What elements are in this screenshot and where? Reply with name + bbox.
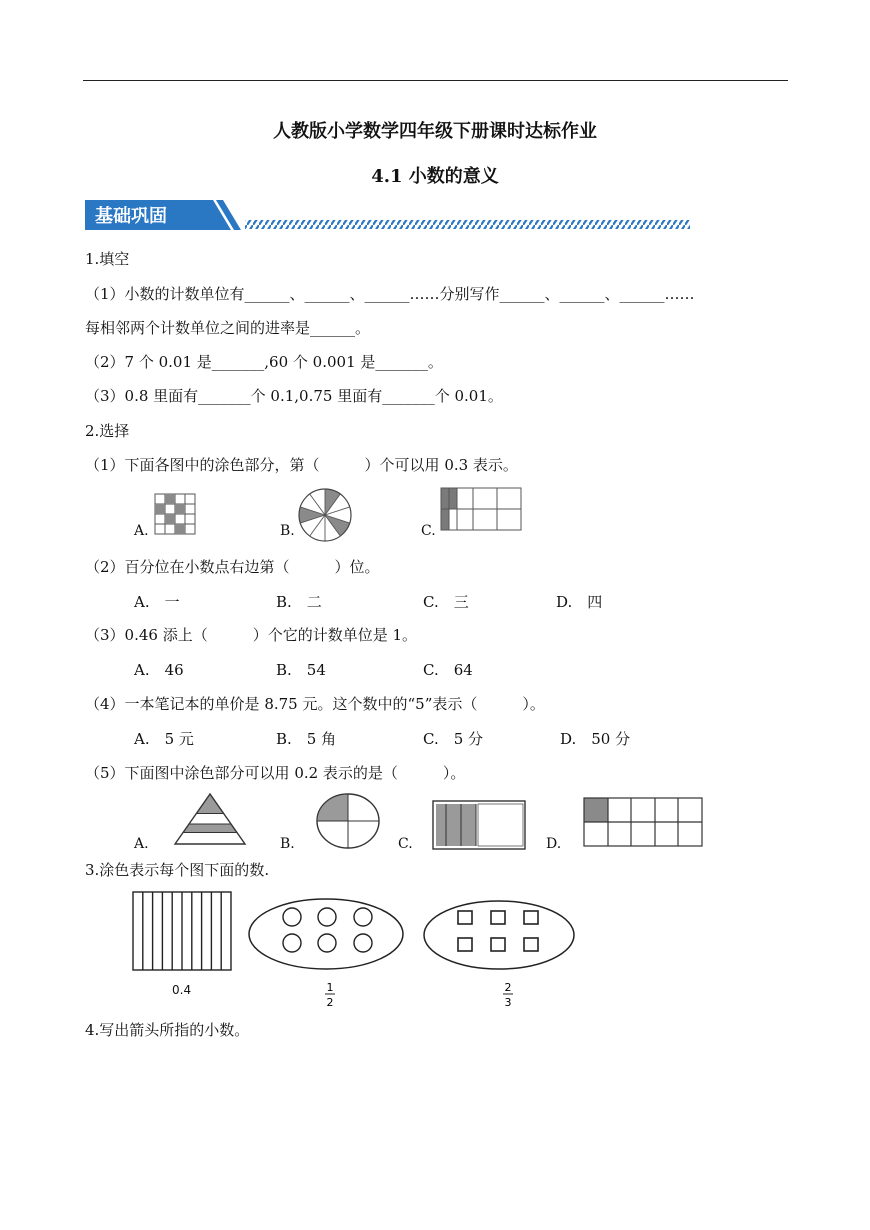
q2-1-text: （1）下面各图中的涂色部分，第（ ）个可以用 0.3 表示。 [85,456,518,474]
q2-1-opt-b: B. [280,523,295,539]
q2-5-text: （5）下面图中涂色部分可以用 0.2 表示的是（ ）。 [85,764,466,782]
q2-1-figure-c [441,488,523,532]
q2-5-figure-d [584,798,704,848]
q2-5-opt-b: B. [280,836,295,852]
q2-5-opt-c: C. [398,836,413,852]
q2-4-opt-b: B. 5 角 [276,730,337,748]
q3-label-c [500,980,516,1010]
q2-2-opt-d: D. 四 [556,593,603,611]
banner-label: 基础巩固 [95,206,167,227]
q2-5-opt-d: D. [546,836,562,852]
q2-2-text: （2）百分位在小数点右边第（ ）位。 [85,558,380,576]
q2-1-figure-a [155,494,197,536]
q2-2-opt-b: B. 二 [276,593,322,611]
q2-5-opt-a: A. [134,836,149,852]
section-banner [85,198,695,234]
q1-item-1: （1）小数的计数单位有______、______、______……分别写作______、______、______…… [85,285,695,303]
header-rule [83,80,788,81]
q2-1-opt-a: A. [134,523,149,539]
q2-2-opt-c: C. 三 [423,593,469,611]
q3-figure-c[interactable] [422,898,582,976]
q3-figure-a[interactable] [132,891,234,973]
svg-text:1: 1 [326,981,334,994]
q2-5-figure-b [315,793,381,851]
q1-item-1-cont: 每相邻两个计数单位之间的进率是______。 [85,319,371,337]
lesson-subtitle: 4.1 小数的意义 [371,166,499,187]
q2-3-text: （3）0.46 添上（ ）个它的计数单位是 1。 [85,626,418,644]
q2-4-opt-d: D. 50 分 [560,730,631,748]
q3-label-b [322,980,338,1010]
q2-3-opt-b: B. 54 [276,661,326,679]
q2-2-opt-a: A. 一 [134,593,180,611]
q1-item-2: （2）7 个 0.01 是_______,60 个 0.001 是_______。 [85,353,443,371]
q2-4-opt-c: C. 5 分 [423,730,484,748]
q2-1-opt-c: C. [421,523,436,539]
svg-text:2: 2 [504,981,512,994]
q3-figure-b[interactable] [247,896,407,976]
q2-4-text: （4）一本笔记本的单价是 8.75 元。这个数中的“5”表示（ ）。 [85,695,545,713]
q1-heading: 1.填空 [85,250,130,268]
q2-5-figure-c [432,800,528,852]
q1-item-3: （3）0.8 里面有_______个 0.1,0.75 里面有_______个 0.01。 [85,387,503,405]
q2-heading: 2.选择 [85,422,130,440]
svg-text:3: 3 [504,996,512,1009]
q2-3-opt-a: A. 46 [134,661,184,679]
q4-heading: 4.写出箭头所指的小数。 [85,1021,250,1039]
q2-1-figure-b [297,487,353,543]
document-title: 人教版小学数学四年级下册课时达标作业 [273,121,597,142]
q3-label-a: 0.4 [172,983,192,997]
q2-3-opt-c: C. 64 [423,661,473,679]
q2-5-figure-a [169,792,251,848]
q3-heading: 3.涂色表示每个图下面的数. [85,861,270,879]
q2-4-opt-a: A. 5 元 [134,730,194,748]
svg-text:2: 2 [326,996,334,1009]
